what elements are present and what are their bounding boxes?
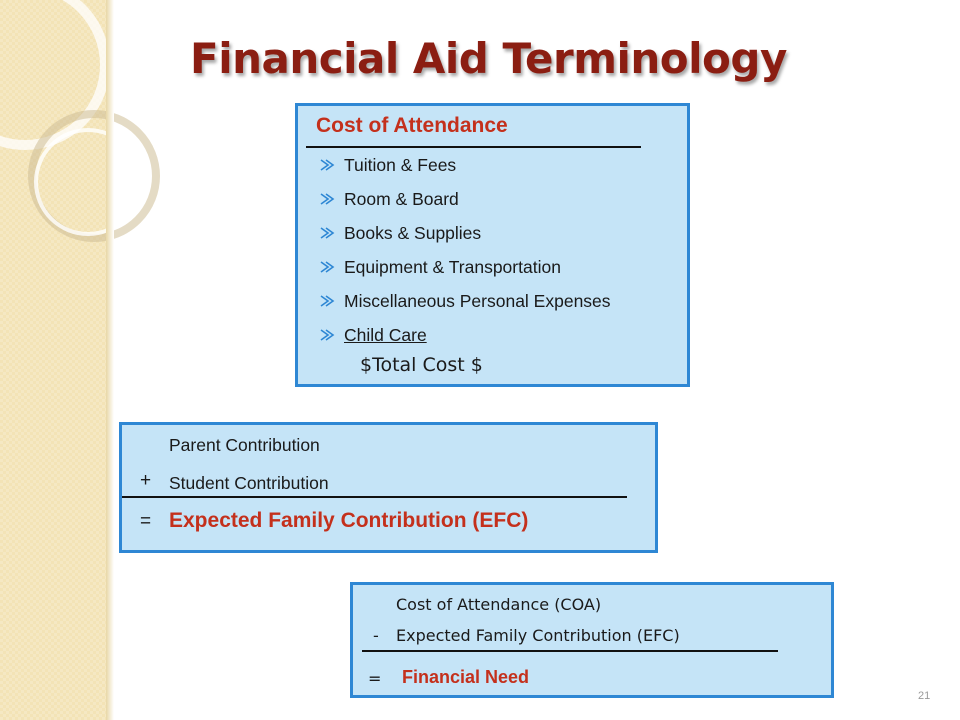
- efc-label: Expected Family Contribution (EFC): [396, 626, 680, 645]
- financial-need-result: Financial Need: [402, 667, 530, 687]
- total-cost-label: $Total Cost $: [360, 354, 483, 376]
- list-item: [318, 148, 611, 182]
- minus-sign: -: [373, 626, 379, 645]
- decorative-side-band: [0, 0, 106, 720]
- efc-box: [119, 422, 658, 553]
- arrow-bullet-icon: [318, 260, 336, 274]
- coa-label: Cost of Attendance (COA): [396, 595, 602, 614]
- slide-title: Financial Aid Terminology: [190, 34, 787, 83]
- student-contribution-label: Student Contribution: [169, 473, 329, 493]
- list-item: [318, 284, 611, 318]
- arrow-bullet-icon: [318, 294, 336, 308]
- sum-rule: [122, 496, 627, 498]
- cost-of-attendance-box: [295, 103, 690, 387]
- efc-result: Expected Family Contribution (EFC): [169, 509, 529, 532]
- side-band-edge: [106, 0, 114, 720]
- financial-need-box: [350, 582, 834, 698]
- coa-item-label: Child Care: [344, 324, 427, 345]
- coa-item-label: Tuition & Fees: [344, 154, 457, 175]
- list-item: [318, 250, 611, 284]
- decorative-ring: [34, 128, 142, 236]
- difference-rule: [362, 650, 778, 652]
- parent-contribution-label: Parent Contribution: [169, 435, 320, 455]
- arrow-bullet-icon: [318, 328, 336, 342]
- coa-item-list: [318, 148, 611, 352]
- arrow-bullet-icon: [318, 158, 336, 172]
- list-item: [318, 318, 611, 352]
- equals-sign: =: [368, 669, 382, 688]
- coa-item-label: Books & Supplies: [344, 222, 482, 243]
- plus-sign: +: [140, 470, 152, 491]
- page-number: 21: [918, 690, 931, 702]
- coa-item-label: Room & Board: [344, 188, 459, 209]
- coa-item-label: Equipment & Transportation: [344, 256, 561, 277]
- coa-heading: Cost of Attendance: [316, 114, 508, 137]
- list-item: [318, 216, 611, 250]
- list-item: [318, 182, 611, 216]
- arrow-bullet-icon: [318, 226, 336, 240]
- coa-item-label: Miscellaneous Personal Expenses: [344, 290, 611, 311]
- arrow-bullet-icon: [318, 192, 336, 206]
- equals-sign: =: [140, 511, 152, 532]
